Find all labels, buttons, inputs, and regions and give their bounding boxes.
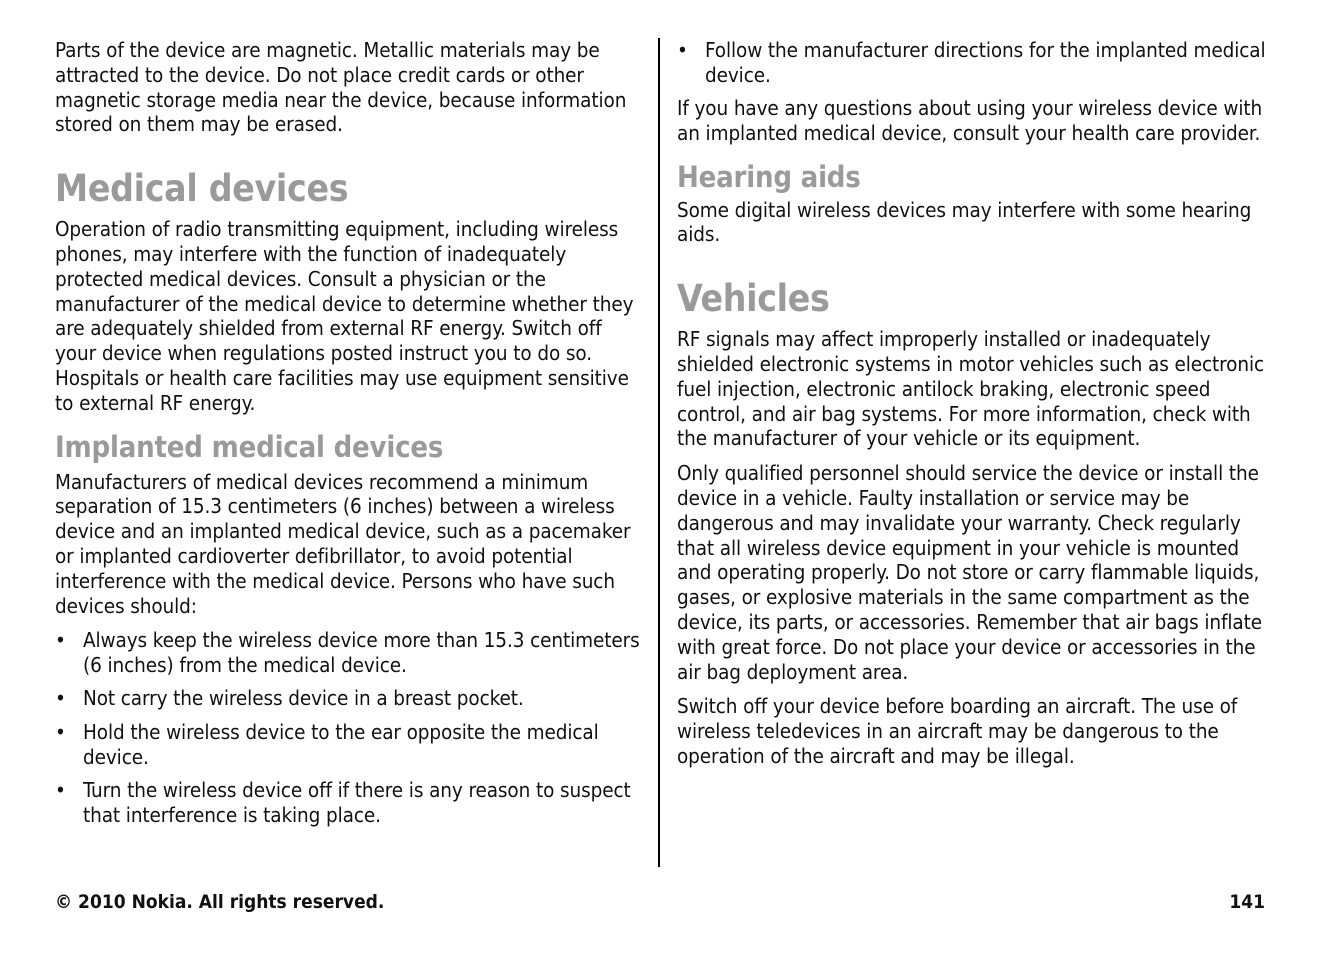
bullet-mark: • — [55, 719, 66, 744]
vehicles-paragraph-1: RF signals may affect improperly installed or inadequately shielded electronic systems in motor vehicles such as electronic fuel injection, electronic antilock braking, electronic speed control, and air bag systems. For more information, check with the manufacturer of your vehicle or its equipment. — [677, 327, 1265, 451]
page-number: 141 — [1229, 891, 1265, 913]
questions-paragraph: If you have any questions about using your wireless device with an implanted medical device, consult your health care provider. — [677, 96, 1263, 145]
implanted-paragraph: Manufacturers of medical devices recommend a minimum separation of 15.3 centimeters (6 inches) between a wireless device and an implanted medical device, such as a pacemaker or implanted cardioverter defibrillator, to avoid potential interference with the medical device. Persons who have such devices should: — [55, 469, 631, 618]
list-item — [677, 38, 1269, 88]
implanted-medical-devices-heading: Implanted medical devices — [55, 429, 444, 464]
medical-devices-paragraph: Operation of radio transmitting equipment, including wireless phones, may interfere with the function of inadequately protected medical devices. Consult a physician or the manufacturer of the medical device to determine whether they are adequately shielded from external RF energy. Switch off your device when regulations posted instruct you to do so. Hospitals or health care facilities may use equipment sensitive to external RF energy. — [55, 217, 634, 415]
bullet-mark: • — [55, 777, 66, 802]
vehicles-paragraph-2: Only qualified personnel should service the device or install the device in a vehicle. Faulty installation or service may be dangerous and may invalidate your warranty. Check regularly that all wireless device equipment in your vehicle is mounted and operating properly. Do not store or carry flammable liquids, gases, or explosive materials in the same compartment as the device, its parts, or accessories. Remember that air bags inflate with great force. Do not place your device or accessories in the air bag deployment area. — [677, 461, 1262, 684]
implanted-continued-list — [677, 38, 1269, 88]
list-item-text: Always keep the wireless device more than 15.3 centimeters (6 inches) from the medical device. — [83, 628, 640, 678]
left-column — [55, 38, 647, 836]
copyright-footer: © 2010 Nokia. All rights reserved. — [55, 891, 385, 913]
list-item-text: Follow the manufacturer directions for the implanted medical device. — [705, 38, 1266, 87]
list-item — [55, 720, 647, 770]
magnetic-paragraph: Parts of the device are magnetic. Metallic materials may be attracted to the device. Do not place credit cards or other magnetic storage media near the device, because information stored on them may be erased. — [55, 38, 627, 137]
right-column — [677, 38, 1269, 779]
bullet-mark: • — [55, 628, 66, 653]
list-item-text: Not carry the wireless device in a breast pocket. — [83, 686, 524, 711]
bullet-mark: • — [55, 686, 66, 711]
list-item-text: Hold the wireless device to the ear opposite the medical device. — [83, 719, 599, 769]
list-item-text: Turn the wireless device off if there is any reason to suspect that interference is taking place. — [83, 777, 631, 827]
precautions-list — [55, 628, 647, 827]
list-item — [55, 628, 647, 678]
vehicles-paragraph-3: Switch off your device before boarding an aircraft. The use of wireless teledevices in an aircraft may be dangerous to the operation of the aircraft and may be illegal. — [677, 694, 1238, 769]
bullet-mark: • — [677, 38, 688, 62]
medical-devices-heading: Medical devices — [55, 167, 349, 211]
hearing-aids-paragraph: Some digital wireless devices may interfere with some hearing aids. — [677, 197, 1252, 247]
hearing-aids-heading: Hearing aids — [677, 159, 861, 194]
vehicles-heading: Vehicles — [677, 277, 830, 321]
list-item — [55, 686, 647, 711]
list-item — [55, 778, 647, 828]
column-divider — [658, 38, 660, 867]
